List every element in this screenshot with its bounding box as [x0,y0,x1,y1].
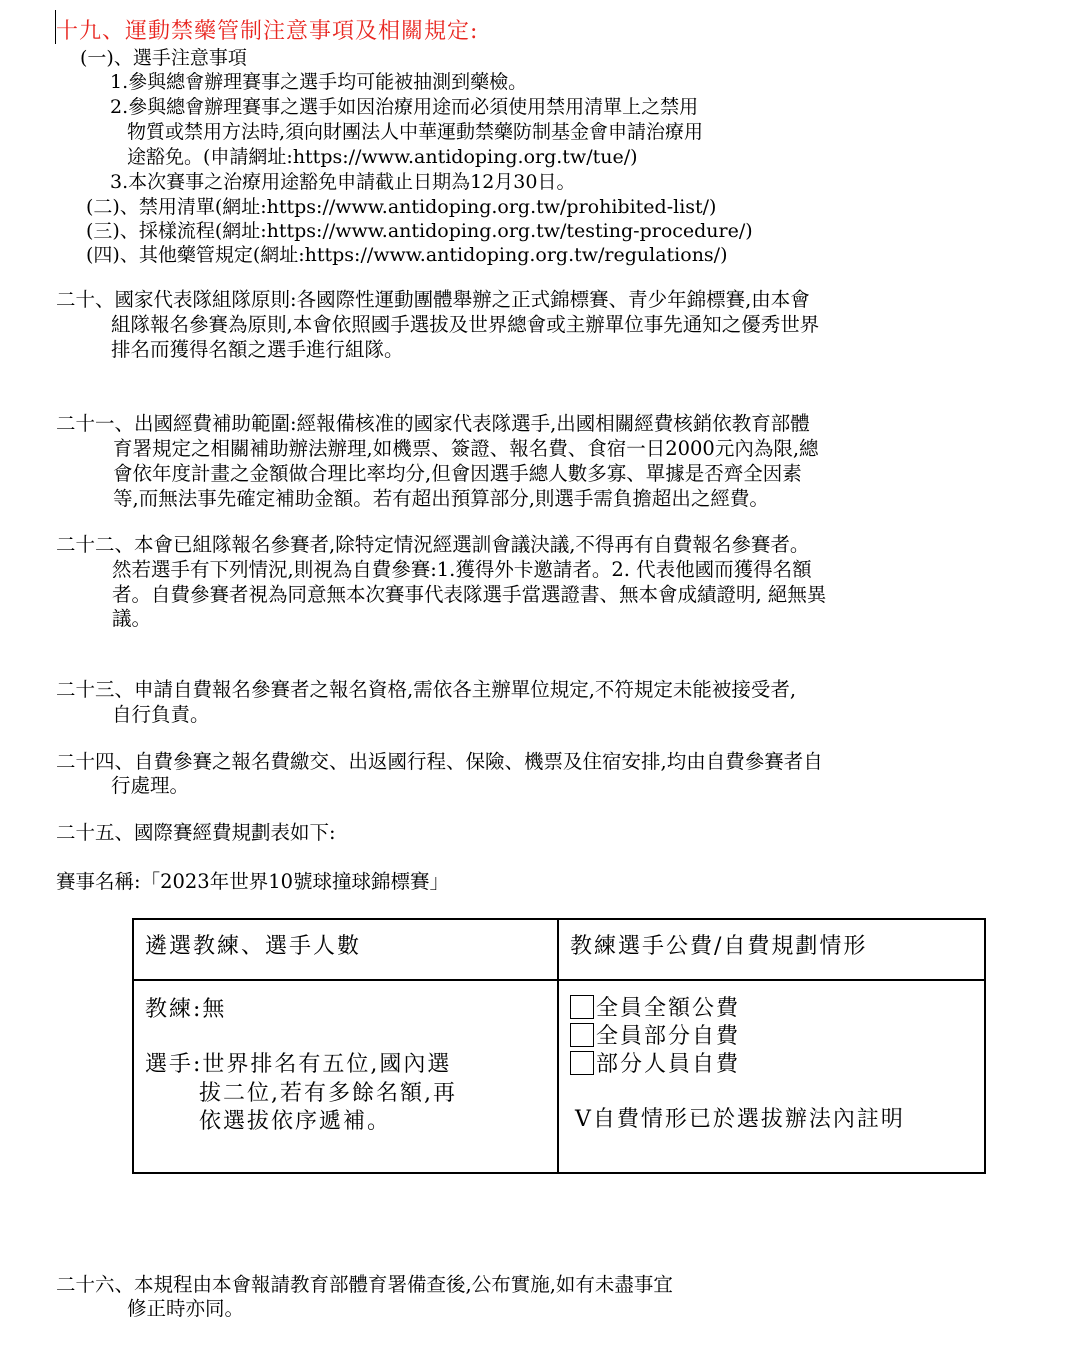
section19-item-2: 2.參與總會辦理賽事之選手如因治療用途而必須使用禁用清單上之禁用 [110,96,699,118]
section22-line-3: 者。自費參賽者視為同意無本次賽事代表隊選手當選證書、無本會成績證明, 絕無異 [112,583,827,606]
table-coach: 教練:無 [145,997,227,1022]
section23-line-1: 二十三、申請自費報名參賽者之報名資格,需依各主辦單位規定,不符規定未能被接受者, [56,678,797,701]
section19-item-3: 3.本次賽事之治療用途豁免申請截止日期為12月30日。 [110,171,576,193]
section24-line-1: 二十四、自費參賽之報名費繳交、出返國行程、保險、機票及住宿安排,均由自費參賽者自 [56,750,823,773]
option-full-public[interactable] [570,991,740,1022]
section23-line-2: 自行負責。 [112,703,210,726]
table-players-line-1: 選手:世界排名有五位,國內選 [145,1052,452,1077]
checkbox-icon[interactable] [570,1023,594,1047]
section22-line-4: 議。 [112,607,152,630]
event-name: 賽事名稱:「2023年世界10號球撞球錦標賽」 [56,870,450,893]
option-some-self[interactable] [570,1047,740,1078]
section19-sub2: (二)、禁用清單(網址:https://www.antidoping.org.tw/prohibited-list/) [86,196,717,218]
table-note: V自費情形已於選拔辦法內註明 [575,1107,905,1132]
section19-item-2-cont1: 物質或禁用方法時,須向財團法人中華運動禁藥防制基金會申請治療用 [127,121,704,143]
option-partial-self[interactable] [570,1019,740,1050]
checkbox-icon[interactable] [570,995,594,1019]
section19-item-2-cont2: 途豁免。(申請網址:https://www.antidoping.org.tw/tue/) [127,146,638,168]
checkbox-icon[interactable] [570,1051,594,1075]
option-some-self-label: 部分人員自費 [596,1052,741,1077]
section19-title: 十九、運動禁藥管制注意事項及相關規定: [56,19,479,44]
table-players-line-2: 拔二位,若有多餘名額,再 [199,1081,457,1106]
section19-sub1-title: (一)、選手注意事項 [80,47,247,69]
table-players-line-3: 依選拔依序遞補。 [199,1109,392,1134]
table-col2-header: 教練選手公費/自費規劃情形 [570,934,868,959]
section19-sub3: (三)、採樣流程(網址:https://www.antidoping.org.tw/testing-procedure/) [86,220,753,242]
section21-line-1: 二十一、出國經費補助範圍:經報備核准的國家代表隊選手,出國相關經費核銷依教育部體 [56,412,810,435]
section20-line-1: 二十、國家代表隊組隊原則:各國際性運動團體舉辦之正式錦標賽、青少年錦標賽,由本會 [56,288,810,311]
section22-line-2: 然若選手有下列情況,則視為自費參賽:1.獲得外卡邀請者。2. 代表他國而獲得名額 [112,558,812,581]
section21-line-3: 會依年度計畫之金額做合理比率均分,但會因選手總人數多寡、單據是否齊全因素 [113,462,802,485]
section19-item-1: 1.參與總會辦理賽事之選手均可能被抽測到藥檢。 [110,71,528,93]
table-header-divider [132,979,986,981]
section24-line-2: 行處理。 [111,774,190,797]
section22-line-1: 二十二、本會已組隊報名參賽者,除特定情況經選訓會議決議,不得再有自費報名參賽者。 [56,533,810,556]
table-col1-header: 遴選教練、選手人數 [145,934,362,959]
section21-line-4: 等,而無法事先確定補助金額。若有超出預算部分,則選手需負擔超出之經費。 [113,487,769,510]
section20-line-3: 排名而獲得名額之選手進行組隊。 [111,338,404,361]
section26-line-1: 二十六、本規程由本會報請教育部體育署備查後,公布實施,如有未盡事宜 [56,1273,673,1296]
section19-sub4: (四)、其他藥管規定(網址:https://www.antidoping.org.tw/regulations/) [86,244,728,266]
option-partial-self-label: 全員部分自費 [596,1024,741,1049]
section25-title: 二十五、國際賽經費規劃表如下: [56,821,336,844]
option-full-public-label: 全員全額公費 [596,996,741,1021]
section20-line-2: 組隊報名參賽為原則,本會依照國手選拔及世界總會或主辦單位事先通知之優秀世界 [111,313,820,336]
section26-line-2: 修正時亦同。 [127,1297,245,1320]
section21-line-2: 育署規定之相關補助辦法辦理,如機票、簽證、報名費、食宿一日2000元內為限,總 [113,437,819,460]
table-column-divider [557,918,559,1174]
